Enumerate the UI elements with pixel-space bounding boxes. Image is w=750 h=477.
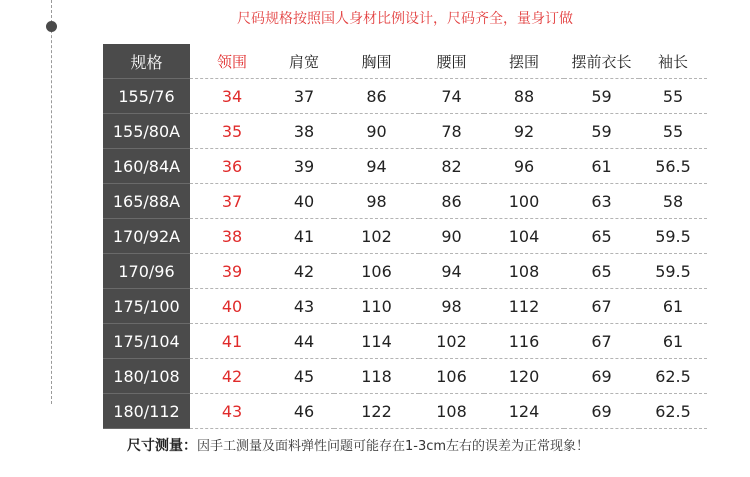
table-row [103, 324, 707, 359]
cell-sleeve: 62.5 [655, 401, 691, 421]
cell-front-length: 69 [591, 401, 612, 421]
cell-chest: 122 [361, 401, 392, 421]
cell-chest: 106 [361, 261, 392, 281]
cell-spec: 165/88A [103, 184, 190, 219]
table-row [103, 394, 707, 429]
cell-sleeve: 59.5 [655, 226, 691, 246]
table-row [103, 359, 707, 394]
cell-shoulder: 45 [293, 366, 315, 386]
cell-shoulder: 43 [293, 296, 315, 316]
cell-spec: 155/76 [103, 79, 190, 114]
cell-waist: 94 [441, 261, 462, 281]
cell-spec: 175/104 [103, 324, 190, 359]
cell-shoulder: 39 [293, 156, 315, 176]
cell-sleeve: 61 [662, 296, 684, 316]
cell-collar: 37 [221, 191, 243, 211]
cell-collar: 38 [221, 226, 243, 246]
cell-waist: 82 [441, 156, 462, 176]
cell-spec: 170/92A [103, 219, 190, 254]
cell-hem: 108 [508, 261, 540, 281]
cell-waist: 78 [441, 121, 462, 141]
cell-waist: 106 [436, 366, 467, 386]
header-chest: 胸围 [361, 52, 392, 71]
cell-chest: 94 [366, 156, 387, 176]
cell-collar: 40 [221, 296, 243, 316]
cell-waist: 90 [441, 226, 462, 246]
header-sleeve: 袖长 [657, 52, 688, 71]
table-row [103, 149, 707, 184]
cell-chest: 98 [366, 191, 387, 211]
cell-hem: 104 [508, 226, 540, 246]
cell-spec: 180/112 [103, 394, 190, 429]
cell-hem: 88 [513, 86, 535, 106]
cell-waist: 102 [436, 331, 467, 351]
cell-shoulder: 40 [293, 191, 315, 211]
cell-hem: 96 [513, 156, 535, 176]
cell-sleeve: 61 [662, 331, 684, 351]
header-hem: 摆围 [508, 52, 539, 71]
cell-front-length: 59 [591, 86, 612, 106]
cell-front-length: 59 [591, 121, 612, 141]
cell-shoulder: 44 [293, 331, 315, 351]
cell-hem: 116 [508, 331, 540, 351]
cell-waist: 74 [441, 86, 462, 106]
table-row [103, 289, 707, 324]
cell-sleeve: 59.5 [655, 261, 691, 281]
table-row [103, 79, 707, 114]
table-row [103, 254, 707, 289]
cell-chest: 110 [361, 296, 392, 316]
note-text: 因手工测量及面料弹性问题可能存在1-3cm左右的误差为正常现象！ [197, 439, 590, 454]
cell-spec: 180/108 [103, 359, 190, 394]
cell-waist: 108 [436, 401, 467, 421]
cell-sleeve: 56.5 [655, 156, 691, 176]
cell-front-length: 65 [591, 226, 612, 246]
cell-front-length: 61 [591, 156, 612, 176]
cell-collar: 43 [221, 401, 243, 421]
cell-collar: 39 [221, 261, 243, 281]
cell-collar: 34 [221, 86, 243, 106]
cell-front-length: 65 [591, 261, 612, 281]
cell-sleeve: 58 [662, 191, 684, 211]
cell-chest: 114 [361, 331, 392, 351]
header-front-length: 摆前衣长 [571, 52, 632, 71]
cell-waist: 98 [441, 296, 462, 316]
size-banner-text: 尺码规格按照国人身材比例设计，尺码齐全，量身订做 [237, 11, 573, 27]
cell-hem: 124 [508, 401, 540, 421]
cell-front-length: 67 [591, 331, 612, 351]
cell-collar: 35 [221, 121, 243, 141]
timeline-line [51, 0, 52, 404]
cell-sleeve: 55 [662, 86, 684, 106]
cell-hem: 120 [508, 366, 540, 386]
header-shoulder: 肩宽 [288, 52, 319, 71]
header-collar: 领围 [216, 52, 247, 71]
cell-chest: 86 [366, 86, 387, 106]
cell-shoulder: 42 [293, 261, 315, 281]
table-row [103, 184, 707, 219]
cell-sleeve: 62.5 [655, 366, 691, 386]
cell-shoulder: 37 [293, 86, 315, 106]
cell-collar: 42 [221, 366, 243, 386]
cell-spec: 155/80A [103, 114, 190, 149]
cell-hem: 112 [508, 296, 540, 316]
cell-shoulder: 38 [293, 121, 315, 141]
measurement-note [127, 436, 727, 457]
timeline-dot [46, 21, 57, 32]
cell-chest: 102 [361, 226, 392, 246]
size-table [103, 44, 707, 429]
header-spec: 规格 [103, 44, 190, 79]
table-row [103, 114, 707, 149]
cell-front-length: 69 [591, 366, 612, 386]
cell-front-length: 67 [591, 296, 612, 316]
cell-collar: 36 [221, 156, 243, 176]
cell-chest: 118 [361, 366, 392, 386]
cell-chest: 90 [366, 121, 387, 141]
note-label: 尺寸测量： [127, 438, 197, 454]
cell-hem: 100 [508, 191, 540, 211]
cell-spec: 175/100 [103, 289, 190, 324]
cell-waist: 86 [441, 191, 462, 211]
cell-spec: 160/84A [103, 149, 190, 184]
cell-front-length: 63 [591, 191, 612, 211]
cell-collar: 41 [221, 331, 243, 351]
table-header-row [103, 44, 707, 79]
cell-spec: 170/96 [103, 254, 190, 289]
cell-hem: 92 [513, 121, 535, 141]
cell-sleeve: 55 [662, 121, 684, 141]
cell-shoulder: 41 [293, 226, 315, 246]
header-waist: 腰围 [436, 52, 467, 71]
cell-shoulder: 46 [293, 401, 315, 421]
table-row [103, 219, 707, 254]
